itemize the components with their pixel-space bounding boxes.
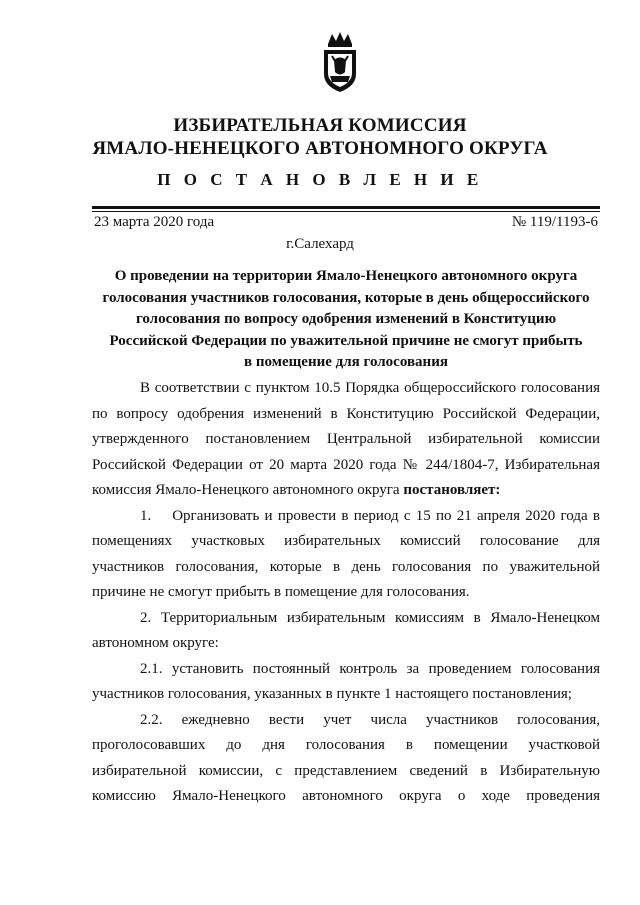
header-divider-thin: [92, 211, 600, 212]
item-1-line: помещениях участковых избирательных комиссий голосование для: [92, 533, 600, 549]
document-city: г.Салехард: [286, 236, 354, 252]
title-line: голосования по вопросу одобрения изменений в Конституцию: [135, 311, 557, 327]
title-line: Российской Федерации по уважительной причине не смогут прибыть: [109, 332, 583, 349]
resolves-keyword: постановляет:: [403, 482, 501, 498]
document-body: [92, 376, 600, 810]
item-1-line: 1. Организовать и провести в период с 15 по 21 апреля 2020 года в: [140, 507, 600, 524]
item-2-line: 2. Территориальным избирательным комиссиям в Ямало-Ненецком: [140, 609, 600, 626]
item-2-2-line: комиссию Ямало-Ненецкого автономного округа о ходе проведения: [92, 788, 600, 804]
title-line: в помещение для голосования: [244, 354, 448, 370]
item-2-2-line: избирательной комиссии, с представлением сведений в Избирательную: [92, 762, 600, 779]
title-line: О проведении на территории Ямало-Ненецкого автономного округа: [114, 268, 578, 284]
coat-of-arms-icon: [318, 30, 362, 94]
intro-line: [92, 478, 600, 504]
commission-name-line1: ИЗБИРАТЕЛЬНАЯ КОМИССИЯ: [173, 115, 467, 136]
item-1-line: причине не смогут прибыть в помещение для голосования.: [92, 584, 470, 600]
item-2-2-line: проголосовавших до дня голосования в помещении участковой: [92, 737, 600, 753]
document-title: [92, 266, 600, 374]
document-date: 23 марта 2020 года: [94, 214, 215, 230]
item-2-1-line: участников голосования, указанных в пункте 1 настоящего постановления;: [92, 686, 572, 702]
intro-text: комиссия Ямало-Ненецкого автономного округа: [92, 482, 404, 498]
intro-line: по вопросу одобрения изменений в Конституцию Российской Федерации,: [92, 405, 600, 422]
item-1-line: участников голосования, которые в день голосования по уважительной: [92, 558, 600, 575]
intro-line: Российской Федерации от 20 марта 2020 года № 244/1804-7, Избирательная: [92, 456, 600, 473]
item-2-line: автономном округе:: [92, 635, 219, 651]
intro-line: утвержденного постановлением Центральной избирательной комиссии: [92, 431, 600, 447]
document-number: № 119/1193-6: [511, 214, 598, 230]
header-divider-thick: [92, 206, 600, 209]
item-2-1-line: 2.1. установить постоянный контроль за проведением голосования: [140, 660, 600, 677]
document-type: П О С Т А Н О В Л Е Н И Е: [157, 170, 483, 189]
item-2-2-line: 2.2. ежедневно вести учет числа участников голосования,: [140, 711, 600, 728]
commission-name-line2: ЯМАЛО-НЕНЕЦКОГО АВТОНОМНОГО ОКРУГА: [92, 138, 548, 159]
intro-line: В соответствии с пунктом 10.5 Порядка общероссийского голосования: [140, 380, 600, 396]
title-line: голосования участников голосования, которые в день общероссийского: [102, 289, 590, 306]
